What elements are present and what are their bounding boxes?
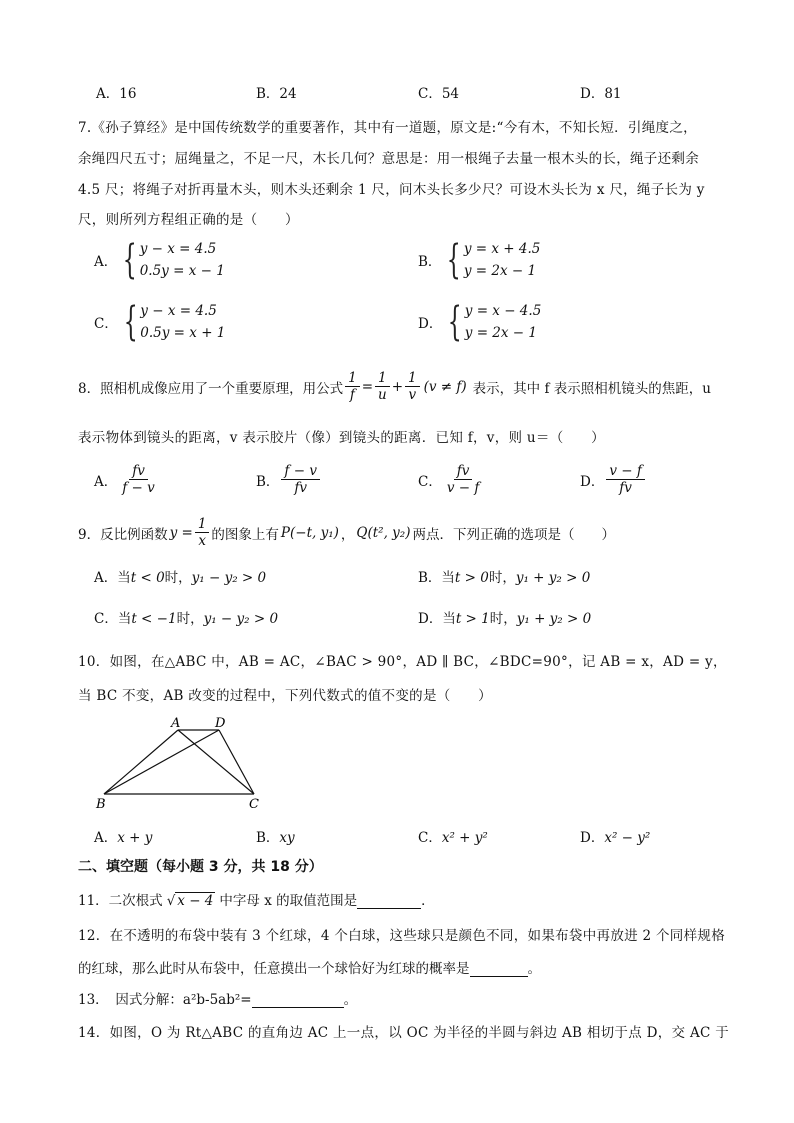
brace-icon: { bbox=[448, 299, 463, 345]
q12-line-1: 12．在不透明的布袋中装有 3 个红球，4 个白球，这些球只是颜色不同，如果布袋中再放进 2 个同样规格 bbox=[78, 928, 725, 944]
q10-option-d: D．x² − y² bbox=[580, 830, 651, 846]
q9-line-1: 9．反比例函数 y = $\frac{1}{x}$ 的图象上有 P(−t, y₁) ， Q(t², y₂) 两点．下列正确的选项是（ ） bbox=[78, 516, 615, 549]
brace-icon: { bbox=[122, 237, 137, 283]
q6-options bbox=[0, 82, 794, 104]
q7-line-4: 尺，则所列方程组正确的是（ ） bbox=[78, 212, 299, 228]
q7-option-d: D． { y = x − 4.5 y = 2x − 1 bbox=[418, 299, 542, 345]
q12-line-2: 的红球，那么此时从布袋中，任意摸出一个球恰好为红球的概率是 。 bbox=[78, 961, 541, 977]
q10-line-2: 当 BC 不变，AB 改变的过程中，下列代数式的值不变的是（ ） bbox=[78, 688, 492, 704]
q6-option-a: A．16 bbox=[96, 86, 137, 102]
answer-blank[interactable] bbox=[252, 993, 344, 1008]
sqrt-icon: √ x − 4 bbox=[166, 893, 214, 909]
q7-option-c: C． { y − x = 4.5 0.5y = x + 1 bbox=[94, 299, 226, 345]
q9-option-b: B．当t > 0时，y₁ + y₂ > 0 bbox=[418, 570, 591, 586]
segment-dc bbox=[219, 730, 254, 794]
q10-option-c: C．x² + y² bbox=[418, 830, 488, 846]
q6-option-d: D．81 bbox=[580, 86, 622, 102]
brace-icon: { bbox=[123, 299, 138, 345]
q13: 13． 因式分解：a²b-5ab²= 。 bbox=[78, 992, 358, 1008]
segment-ac bbox=[178, 730, 254, 794]
q7-option-a: A． { y − x = 4.5 0.5y = x − 1 bbox=[94, 237, 225, 283]
q10-line-1: 10．如图，在△ABC 中，AB = AC，∠BAC > 90°，AD ∥ BC，∠BDC=90°，记 AB = x，AD = y， bbox=[78, 654, 727, 670]
segment-ba bbox=[104, 730, 178, 794]
q7-line-1: 7.《孙子算经》是中国传统数学的重要著作，其中有一道题，原文是:“今有木，不知长短．引绳度之， bbox=[78, 120, 697, 136]
q6-option-b: B．24 bbox=[256, 86, 297, 102]
q9-option-c: C．当t < −1时，y₁ − y₂ > 0 bbox=[94, 611, 279, 627]
q9-option-d: D．当t > 1时，y₁ + y₂ > 0 bbox=[418, 611, 592, 627]
q8-option-d: D． $\frac{v - f}{fv}$ bbox=[580, 463, 647, 496]
segment-bd bbox=[104, 730, 219, 794]
answer-blank[interactable] bbox=[470, 962, 528, 977]
q10-option-b: B．xy bbox=[256, 830, 295, 846]
label-b: B bbox=[96, 797, 106, 812]
answer-blank[interactable] bbox=[357, 894, 421, 909]
q7-line-3: 4.5 尺；将绳子对折再量木头，则木头还剩余 1 尺，问木头长多少尺？可设木头长为 x 尺，绳子长为 y bbox=[78, 182, 705, 198]
label-d: D bbox=[215, 716, 226, 731]
label-a: A bbox=[171, 716, 181, 731]
q10-figure bbox=[90, 712, 280, 812]
label-c: C bbox=[249, 797, 259, 812]
q14-line-1: 14．如图，O 为 Rt△ABC 的直角边 AC 上一点，以 OC 为半径的半圆与斜边 AB 相切于点 D，交 AC 于 bbox=[78, 1025, 730, 1041]
section-heading: 二、填空题（每小题 3 分，共 18 分） bbox=[78, 859, 323, 875]
q8-line-2: 表示物体到镜头的距离，v 表示胶片（像）到镜头的距离．已知 f，v，则 u＝（ ） bbox=[78, 430, 605, 446]
q8-option-a: A． $\frac{fv}{f - v}$ bbox=[94, 463, 155, 496]
q7-line-2: 余绳四尺五寸；屈绳量之，不足一尺，木长几何？意思是：用一根绳子去量一根木头的长，绳子还剩余 bbox=[78, 151, 699, 167]
brace-icon: { bbox=[447, 237, 462, 283]
q11: 11．二次根式 √ x − 4 中字母 x 的取值范围是 ． bbox=[78, 893, 435, 909]
q9-option-a: A．当t < 0时，y₁ − y₂ > 0 bbox=[94, 570, 267, 586]
q8-line-1: 8．照相机成像应用了一个重要原理，用公式 $\frac{1}{f}$ = $\frac{1}{u}$ + $\frac{1}{v}$ (v ≠ f) 表示，其中 f 表示照相机镜头的焦距，u bbox=[78, 370, 711, 403]
q7-option-b: B． { y = x + 4.5 y = 2x − 1 bbox=[418, 237, 541, 283]
q10-option-a: A．x + y bbox=[94, 830, 153, 846]
q8-option-b: B． $\frac{f - v}{fv}$ bbox=[256, 463, 322, 496]
q8-option-c: C． $\frac{fv}{v - f}$ bbox=[418, 463, 480, 496]
q6-option-c: C．54 bbox=[418, 86, 460, 102]
